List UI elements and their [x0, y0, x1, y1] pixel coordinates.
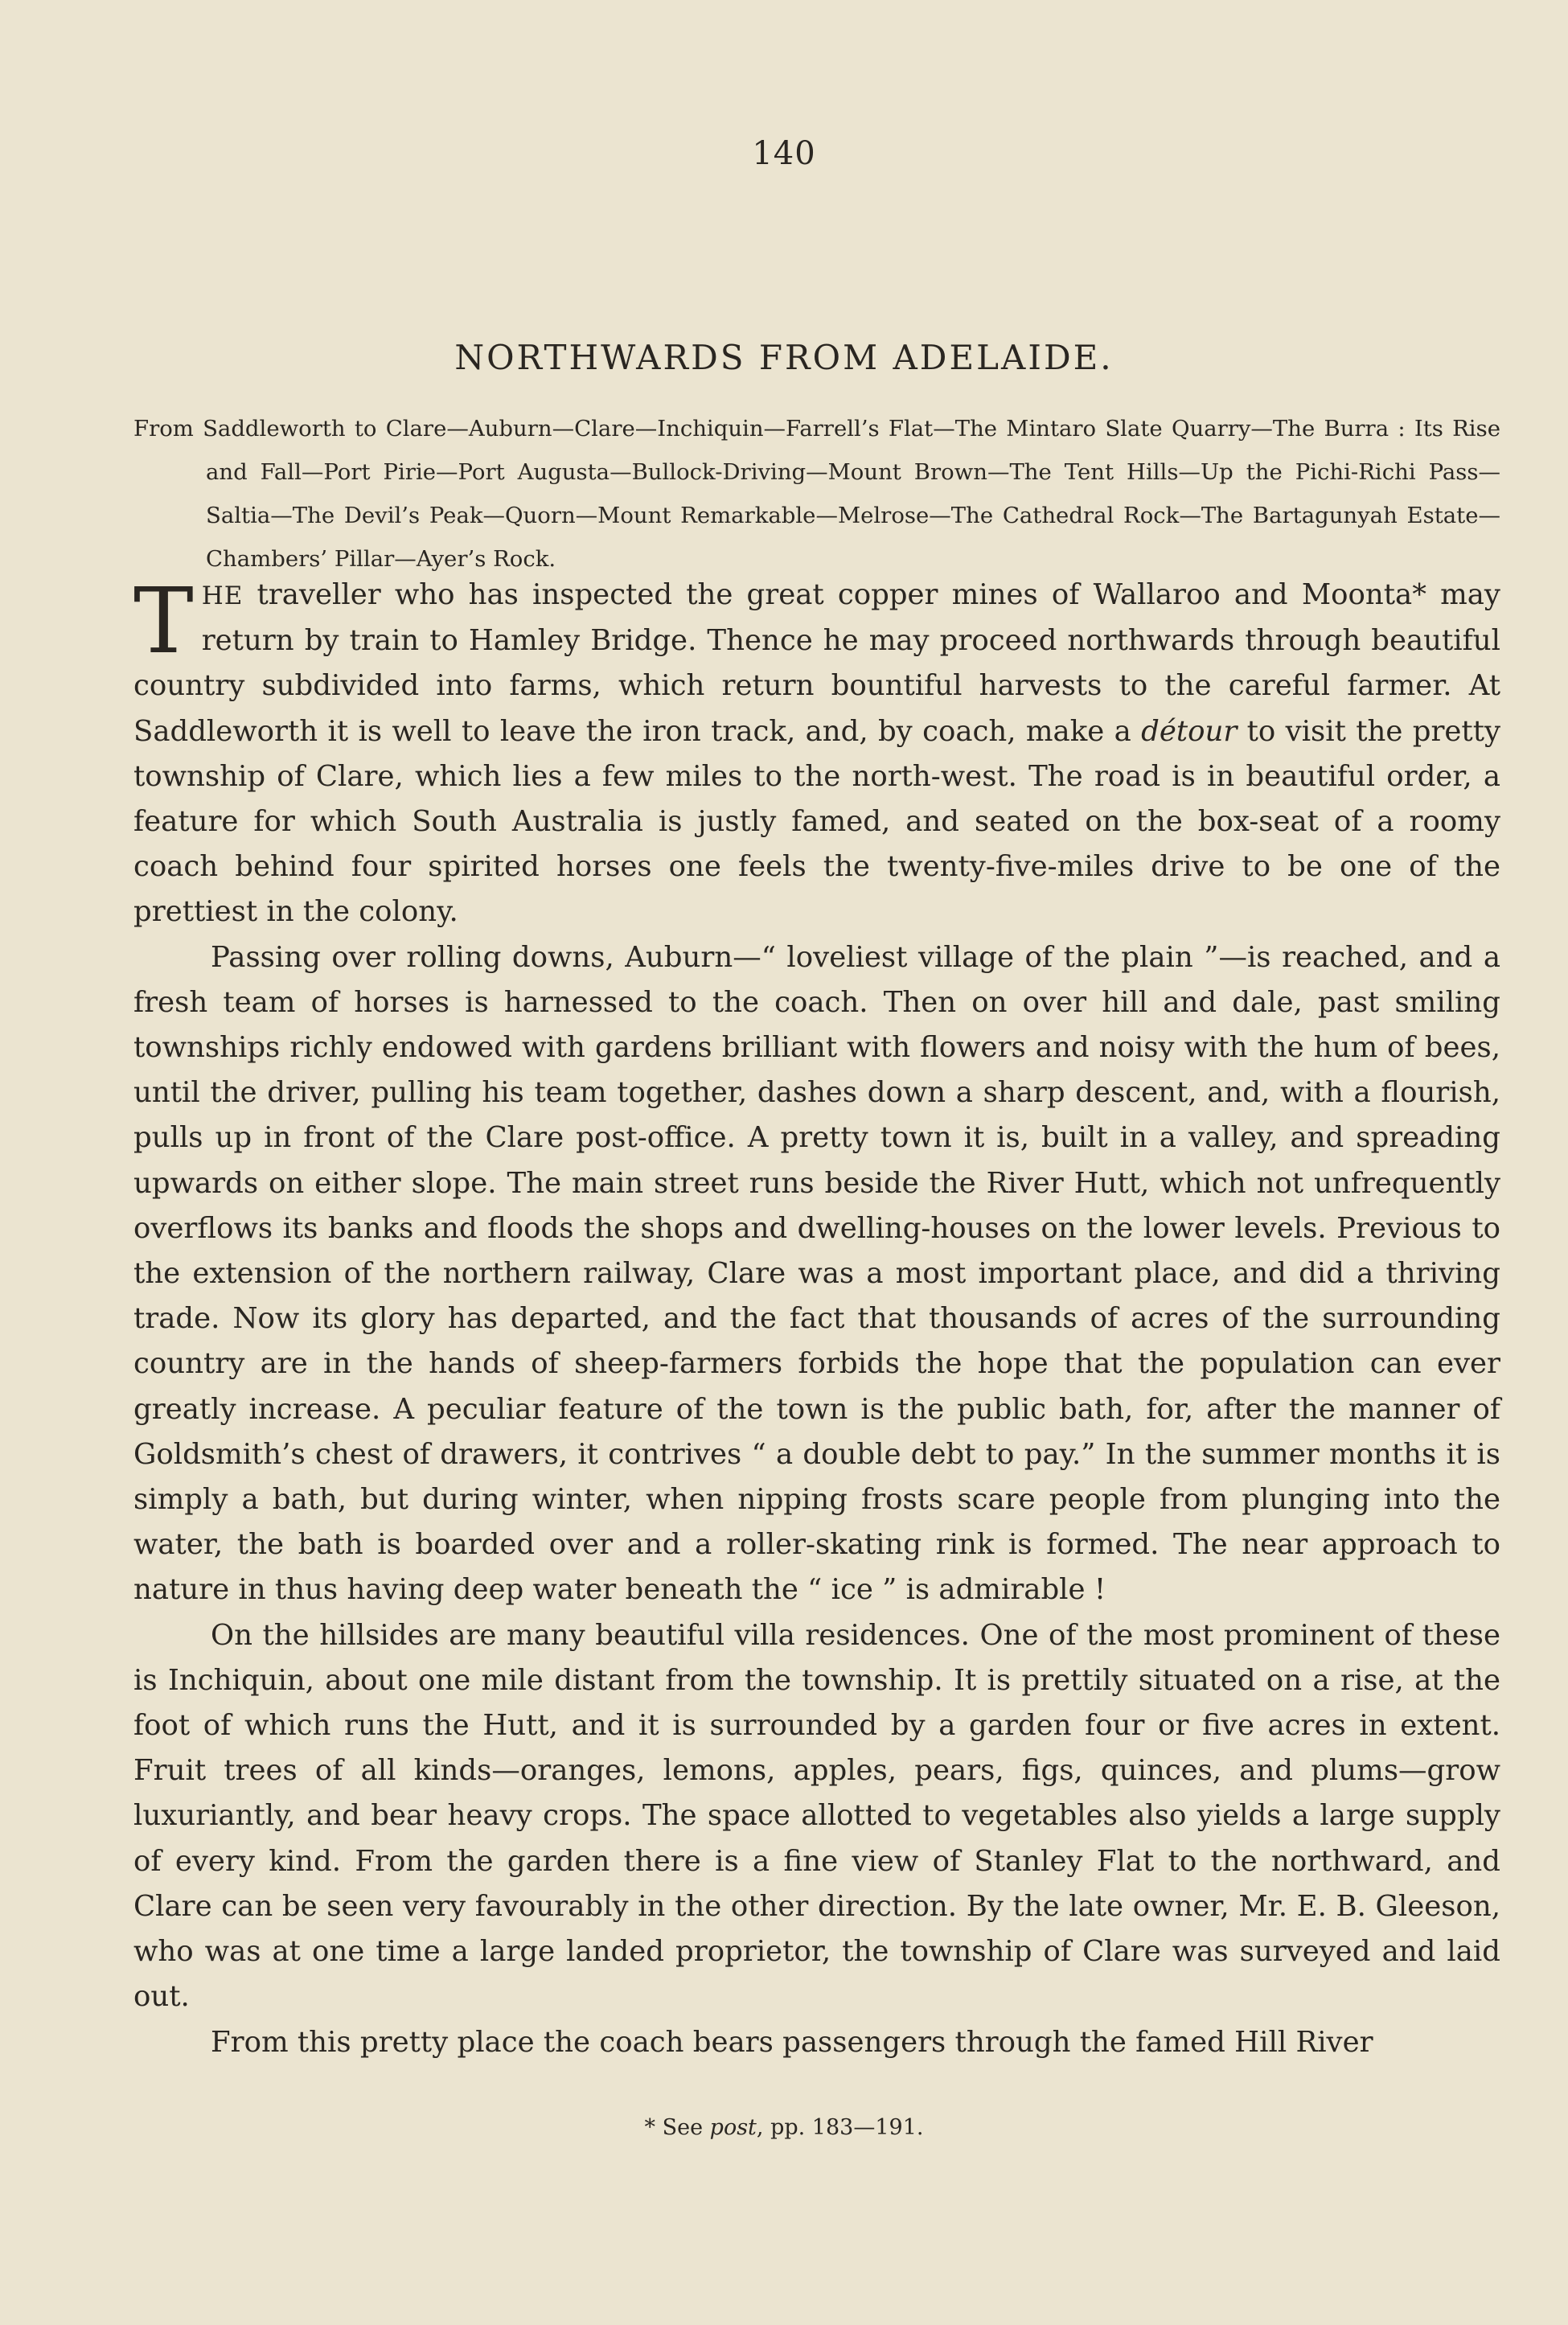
footnote — [0, 2115, 1568, 2140]
italic-word-detour: détour — [1141, 714, 1238, 748]
paragraph-1-text-a: traveller who has inspected the great copper mines of Wallaroo and Moonta* may return by train to Hamley Bridge. Thence he may proceed northwards through beautiful country subdivided into farms, which return bountiful harvests to the careful farmer. At Saddleworth it is well to leave the iron track, and, by coach, make a — [133, 578, 1500, 748]
footnote-suffix: , pp. 183—191. — [756, 2115, 924, 2140]
paragraph-2: Passing over rolling downs, Auburn—“ loveliest village of the plain ”—is reached, and a fresh team of horses is harnessed to the coach. Then on over hill and dale, past smiling townships richly endowed with gardens brilliant with flowers and noisy with the hum of bees, until the driver, pulling his team together, dashes down a sharp descent, and, with a flourish, pulls up in front of the Clare post-office. A pretty town it is, built in a valley, and spreading upwards on either slope. The main street runs beside the River Hutt, which not unfrequently overflows its banks and floods the shops and dwelling-houses on the lower levels. Previous to the extension of the northern railway, Clare was a most important place, and did a thriving trade. Now its glory has departed, and the fact that thousands of acres of the surrounding country are in the hands of sheep-farmers forbids the hope that the population can ever greatly increase. A peculiar feature of the town is the public bath, for, after the manner of Goldsmith’s chest of drawers, it contrives “ a double debt to pay.” In the summer months it is simply a bath, but during winter, when nipping frosts scare people from plunging into the water, the bath is boarded over and a roller-skating rink is formed. The near approach to nature in thus having deep water beneath the “ ice ” is admirable ! — [133, 940, 1500, 1607]
drop-cap: T — [133, 569, 194, 674]
chapter-title: NORTHWARDS FROM ADELAIDE. — [454, 338, 1114, 377]
body-text — [133, 569, 1501, 2065]
paragraph-1 — [133, 569, 1501, 935]
paragraph-4: From this pretty place the coach bears passengers through the famed Hill River — [211, 2025, 1373, 2059]
small-caps-opening: HE — [201, 581, 244, 610]
paragraph-1-text-b: to visit the pretty township of Clare, which lies a few miles to the north-west. The road is in beautiful order, a feature for which South Australia is justly famed, and seated on the box-seat of a roomy coach behind four spirited horses one feels the twenty-five-miles drive to be one of the prettiest in the colony. — [133, 714, 1501, 929]
page-number: 140 — [752, 135, 816, 172]
chapter-synopsis: From Saddleworth to Clare—Auburn—Clare—Inchiquin—Farrell’s Flat—The Mintaro Slate Quarry—The Burra : Its Rise and Fall—Port Pirie—Port Augusta—Bullock-Driving—Mount Brown—The Tent Hills—Up the Pichi-Richi Pass—Saltia—The Devil’s Peak—Quorn—Mount Remarkable—Melrose—The Cathedral Rock—The Bartagunyah Estate—Chambers’ Pillar—Ayer’s Rock. — [133, 416, 1500, 572]
paragraph-3: On the hillsides are many beautiful villa residences. One of the most prominent of these is Inchiquin, about one mile distant from the township. It is prettily situated on a rise, at the foot of which runs the Hutt, and it is surrounded by a garden four or five acres in extent. Fruit trees of all kinds—oranges, lemons, apples, pears, figs, quinces, and plums—grow luxuriantly, and bear heavy crops. The space allotted to vegetables also yields a large supply of every kind. From the garden there is a fine view of Stanley Flat to the northward, and Clare can be seen very favourably in the other direction. By the late owner, Mr. E. B. Gleeson, who was at one time a large landed proprietor, the township of Clare was surveyed and laid out. — [133, 1618, 1500, 2014]
footnote-italic: post — [709, 2115, 757, 2140]
footnote-prefix: * See — [644, 2115, 710, 2140]
